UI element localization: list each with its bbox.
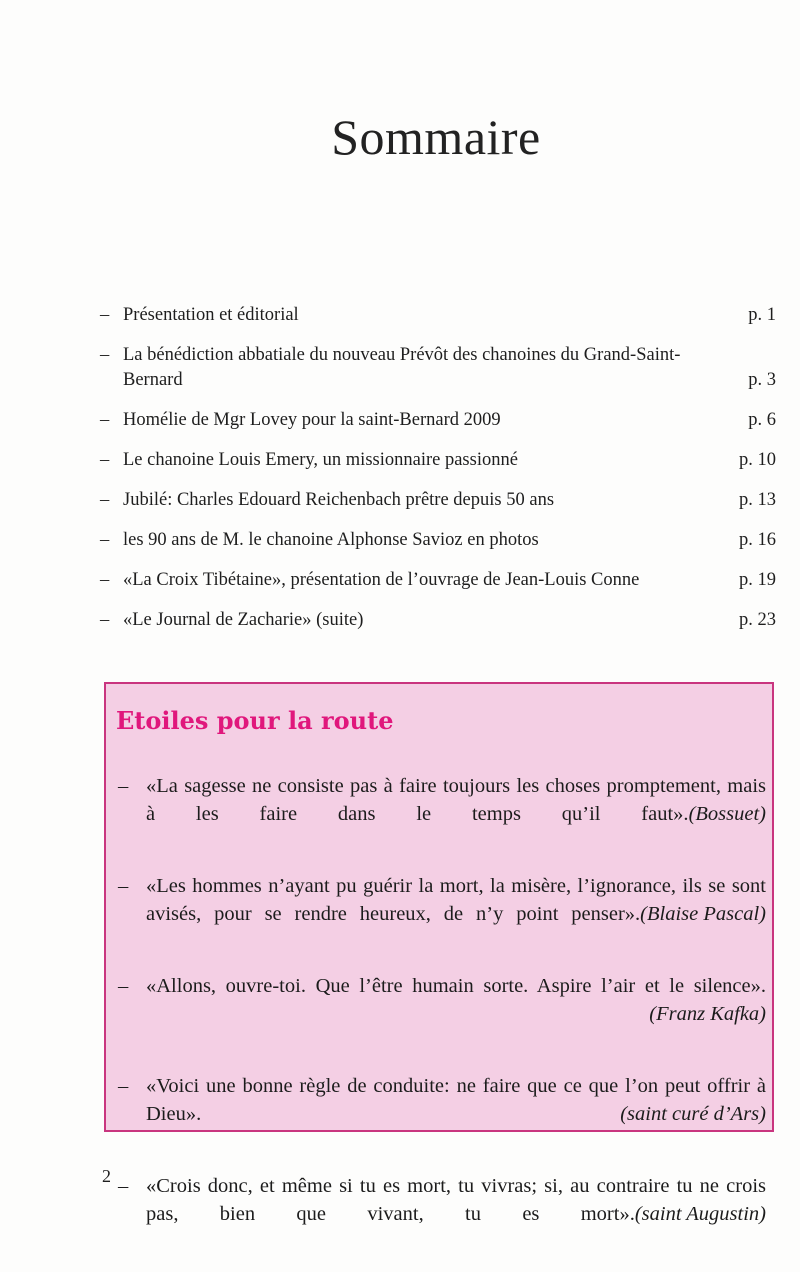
toc-entry [100,303,776,328]
quote-content [146,772,766,856]
toc-entry-page: p. 6 [748,410,776,430]
toc-entry [100,343,776,393]
toc-entry-label: Jubilé: Charles Edouard Reichenbach prêtre depuis 50 ans [123,490,555,510]
quote-text: «La sagesse ne consiste pas à faire toujours les choses promptement, mais à les faire dans le temps qu’il faut». [146,775,766,825]
toc-entry-page: p. 13 [739,490,776,510]
toc-entry [100,408,776,433]
toc-dash: – [100,305,110,325]
quote-item [118,1072,766,1156]
toc-entry-label: les 90 ans de M. le chanoine Alphonse Savioz en photos [123,530,539,550]
toc-dash: – [100,570,110,590]
toc-entry [100,568,776,593]
toc-entry-label: Le chanoine Louis Emery, un missionnaire passionné [123,450,518,470]
toc-entry-page: p. 19 [739,570,776,590]
toc-entry-label: «Le Journal de Zacharie» (suite) [123,610,364,630]
quote-author: (Bossuet) [688,803,766,825]
toc-entry-page: p. 3 [748,370,776,390]
quote-author: (Blaise Pascal) [640,903,766,925]
toc-entry-label: La bénédiction abbatiale du nouveau Prévôt des chanoines du Grand-Saint-Bernard [123,345,681,390]
quote-content [146,872,766,956]
toc-entry-page: p. 10 [739,450,776,470]
toc-dash: – [100,450,110,470]
quote-item [118,772,766,856]
toc-dash: – [100,345,110,365]
quote-content [146,1072,766,1156]
page-number: 2 [102,1166,111,1186]
quote-dash: – [118,1075,129,1097]
toc-entry-page: p. 23 [739,610,776,630]
page-title: Sommaire [331,109,541,165]
quote-item [118,1172,766,1256]
quotes-box [104,682,774,1225]
toc-dash: – [100,530,110,550]
toc-entry-page: p. 1 [748,305,776,325]
quote-dash: – [118,1175,129,1197]
table-of-contents [100,303,776,633]
toc-entry [100,488,776,513]
quote-text: «Voici une bonne règle de conduite: ne faire que ce que l’on peut offrir à Dieu». [146,1075,766,1125]
quote-author: (Franz Kafka) [649,1003,766,1025]
quotes-box-title: Etoiles pour la route [116,706,394,735]
quote-item [118,972,766,1056]
toc-entry [100,608,776,633]
quote-text: «Allons, ouvre-toi. Que l’être humain sorte. Aspire l’air et le silence». [146,975,766,997]
quote-item [118,872,766,956]
toc-dash: – [100,410,110,430]
quote-content [146,1172,766,1256]
toc-entry-page: p. 16 [739,530,776,550]
quote-list [118,772,766,1272]
toc-dash: – [100,490,110,510]
quote-dash: – [118,875,129,897]
quote-content [146,972,766,1056]
toc-entry-label: «La Croix Tibétaine», présentation de l’ouvrage de Jean-Louis Conne [123,570,640,590]
quote-dash: – [118,775,129,797]
toc-entry [100,528,776,553]
quote-text: «Crois donc, et même si tu es mort, tu vivras; si, au contraire tu ne crois pas, bien que vivant, tu es mort». [146,1175,766,1225]
toc-entry-label: Présentation et éditorial [123,305,299,325]
toc-entry-label: Homélie de Mgr Lovey pour la saint-Bernard 2009 [123,410,501,430]
quote-dash: – [118,975,129,997]
toc-entry [100,448,776,473]
toc-dash: – [100,610,110,630]
quote-author: (saint curé d’Ars) [620,1103,766,1125]
quote-text: «Les hommes n’ayant pu guérir la mort, la misère, l’ignorance, ils se sont avisés, pour se rendre heureux, de n’y point penser». [146,875,766,925]
quote-author: (saint Augustin) [634,1203,766,1225]
